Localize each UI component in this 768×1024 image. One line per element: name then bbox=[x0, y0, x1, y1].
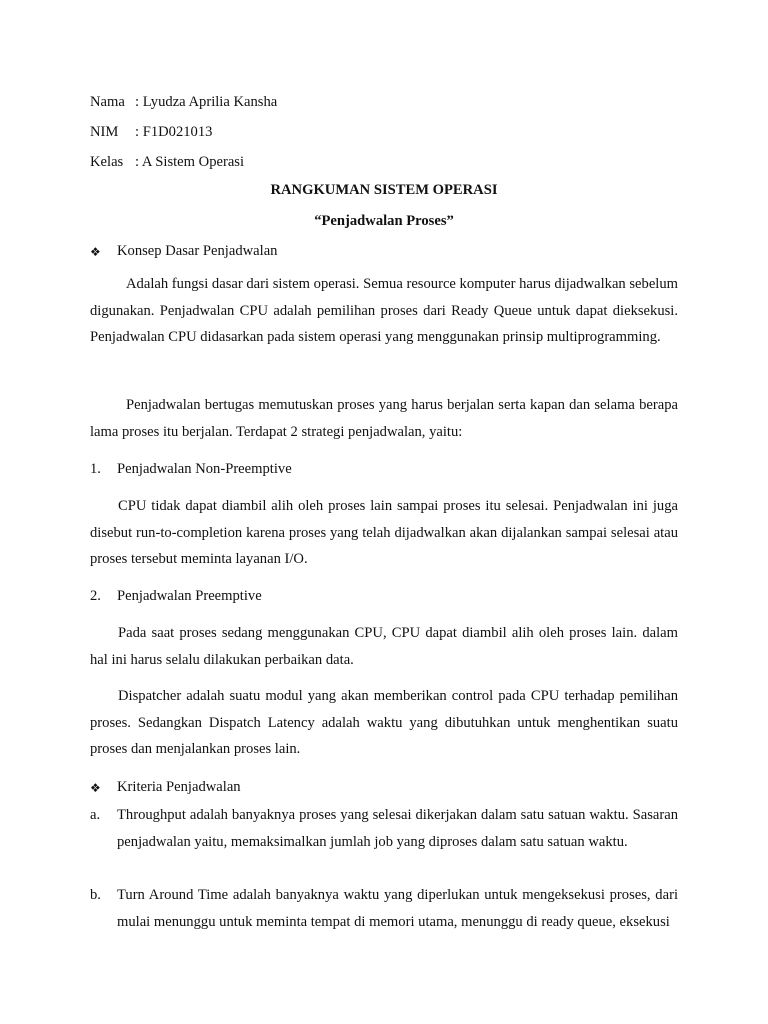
document-title: RANGKUMAN SISTEM OPERASI bbox=[270, 182, 498, 198]
list-b-text: Turn Around Time adalah banyaknya waktu yang diperlukan untuk mengeksekusi proses, dari mulai menunggu untuk meminta tempat di memori utama, menunggu di ready queue, eksekusi bbox=[117, 887, 678, 930]
item-2-title: Penjadwalan Preemptive bbox=[117, 588, 262, 604]
list-a-text: Throughput adalah banyaknya proses yang selesai dikerjakan dalam satu satuan waktu. Sasaran penjadwalan yaitu, memaksimalkan jumlah job yang diproses dalam satu satuan waktu. bbox=[117, 807, 678, 850]
name-value: : Lyudza Aprilia Kansha bbox=[135, 94, 278, 110]
diamond-bullet-icon: ❖ bbox=[90, 245, 101, 259]
konsep-heading: Konsep Dasar Penjadwalan bbox=[117, 243, 278, 259]
item-1-title: Penjadwalan Non-Preemptive bbox=[117, 461, 292, 477]
name-label: Nama bbox=[90, 94, 125, 110]
document-subtitle: “Penjadwalan Proses” bbox=[314, 213, 454, 229]
nim-label: NIM bbox=[90, 124, 119, 140]
paragraph-konsep: Adalah fungsi dasar dari sistem operasi. Semua resource komputer harus dijadwalkan sebelum digunakan. Penjadwalan CPU adalah pemilihan proses dari Ready Queue untuk dapat dieksekusi. Penjadwalan CPU didasarkan pada sistem operasi yang menggunakan prinsip multiprogramming. bbox=[90, 276, 678, 346]
item-1-number: 1. bbox=[90, 461, 101, 477]
paragraph-preemptive: Pada saat proses sedang menggunakan CPU, CPU dapat diambil alih oleh proses lain. dalam hal ini harus selalu dilakukan perbaikan data. bbox=[90, 625, 678, 668]
diamond-bullet-icon: ❖ bbox=[90, 781, 101, 795]
list-b-label: b. bbox=[90, 887, 101, 903]
kelas-label: Kelas bbox=[90, 154, 124, 170]
item-2-number: 2. bbox=[90, 588, 101, 604]
kelas-value: : A Sistem Operasi bbox=[135, 154, 245, 170]
list-a-label: a. bbox=[90, 807, 101, 823]
paragraph-non-preemptive: CPU tidak dapat diambil alih oleh proses lain sampai proses itu selesai. Penjadwalan ini juga disebut run-to-completion karena proses yang telah dijadwalkan akan dijalankan sampai selesai atau proses tersebut meminta layanan I/O. bbox=[90, 498, 678, 568]
nim-value: : F1D021013 bbox=[135, 124, 213, 140]
paragraph-dispatcher: Dispatcher adalah suatu modul yang akan memberikan control pada CPU terhadap pemilihan proses. Sedangkan Dispatch Latency adalah waktu yang dibutuhkan untuk menghentikan suatu proses dan menjalankan proses lain. bbox=[90, 688, 678, 758]
kriteria-heading: Kriteria Penjadwalan bbox=[117, 779, 241, 795]
paragraph-strategi: Penjadwalan bertugas memutuskan proses yang harus berjalan serta kapan dan selama berapa lama proses itu berjalan. Terdapat 2 strategi penjadwalan, yaitu: bbox=[90, 397, 678, 440]
